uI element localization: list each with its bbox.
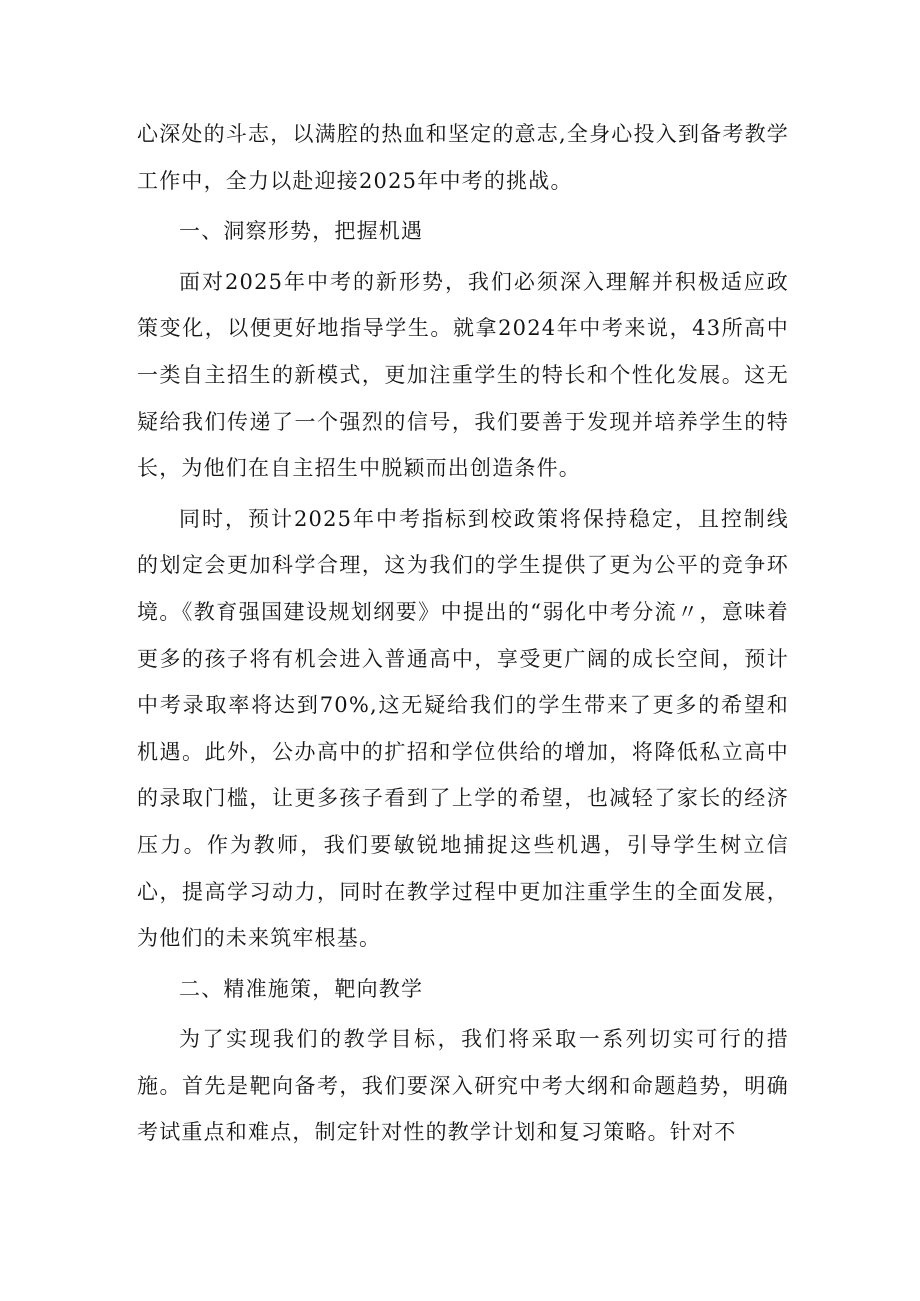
paragraph-continuation: 心深处的斗志，以满腔的热血和坚定的意志,全身心投入到备考教学工作中，全力以赴迎接2025年中考的挑战。	[137, 122, 789, 193]
paragraph-measures: 为了实现我们的教学目标，我们将采取一系列切实可行的措施。首先是靶向备考，我们要深入研究中考大纲和命题趋势，明确考试重点和难点，制定针对性的教学计划和复习策略。针对不	[137, 1027, 789, 1145]
section-heading-2: 二、精准施策，靶向教学	[179, 976, 424, 1001]
paragraph-opportunities: 同时，预计2025年中考指标到校政策将保持稳定，且控制线的划定会更加科学合理，这为我们的学生提供了更为公平的竞争环境。《教育强国建设规划纲要》中提出的“弱化中考分流〃，意味着更多的孩子将有机会进入普通高中，享受更广阔的成长空间，预计中考录取率将达到70%,这无疑给我们的学生带来了更多的希望和机遇。此外，公办高中的扩招和学位供给的增加，将降低私立高中的录取门槛，让更多孩子看到了上学的希望，也减轻了家长的经济压力。作为教师，我们要敏锐地捕捉这些机遇，引导学生树立信心，提高学习动力，同时在教学过程中更加注重学生的全面发展，为他们的未来筑牢根基。	[137, 506, 789, 951]
section-heading-1: 一、洞察形势，把握机遇	[179, 219, 424, 244]
paragraph-policy-trends: 面对2025年中考的新形势，我们必须深入理解并积极适应政策变化，以便更好地指导学生。就拿2024年中考来说，43所高中一类自主招生的新模式，更加注重学生的特长和个性化发展。这无疑给我们传递了一个强烈的信号，我们要善于发现并培养学生的特长，为他们在自主招生中脱颖而出创造条件。	[137, 269, 789, 481]
document-body	[137, 111, 789, 1156]
